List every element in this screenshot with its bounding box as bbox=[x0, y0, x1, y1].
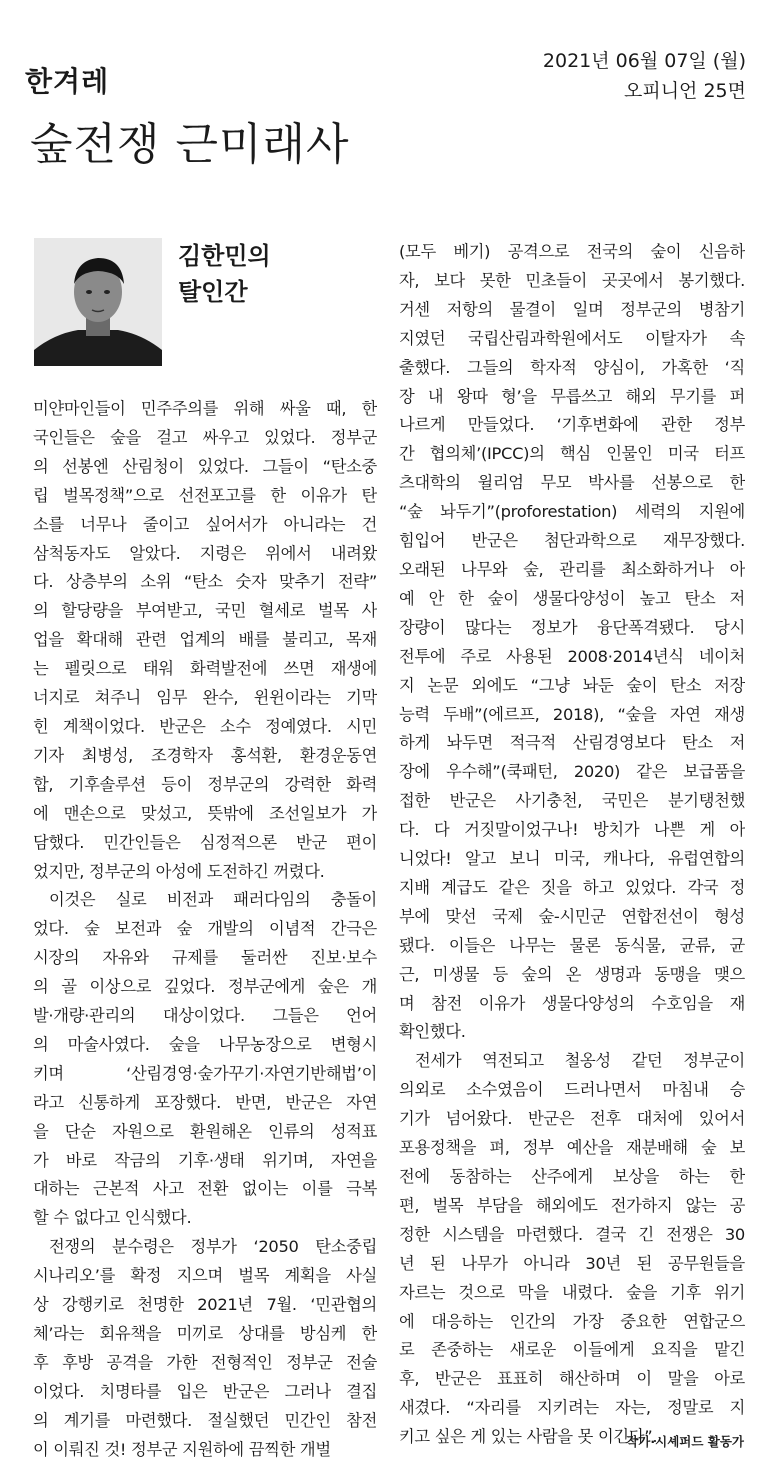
column-title bbox=[178, 238, 271, 310]
publication-date: 2021년 06월 07일 (월) bbox=[542, 50, 746, 72]
body-text-line: 지였던 국립산림과학원에서도 이탈자가 속 bbox=[399, 328, 745, 348]
body-text-line: 편, 벌목 부담을 해외에도 전가하지 않는 공 bbox=[399, 1195, 745, 1215]
body-text-line: 접한 반군은 사기충천, 국민은 분기탱천했 bbox=[399, 791, 745, 811]
body-text-line: 근, 미생물 등 숲의 온 생명과 동맹을 맺으 bbox=[399, 964, 745, 984]
body-text-line: 장 내 왕따 형’을 무릅쓰고 해외 무기를 퍼 bbox=[399, 386, 745, 406]
author-portrait-image bbox=[34, 238, 162, 366]
body-text-line: 국인들은 숲을 걸고 싸우고 있었다. 정부군 bbox=[33, 427, 377, 447]
body-text-line: 기자 최병성, 조경학자 홍석환, 환경운동연 bbox=[33, 745, 377, 765]
body-text-line: 예 안 한 숲이 생물다양성이 높고 탄소 저 bbox=[399, 588, 745, 608]
body-text-line: 상 강행키로 천명한 2021년 7월. ‘민관협의 bbox=[33, 1295, 377, 1315]
body-text-line: 가 바로 작금의 기후·생태 위기며, 자연을 bbox=[33, 1150, 377, 1170]
body-text-line: 는 펠릿으로 태워 화력발전에 쓰면 재생에 bbox=[33, 659, 377, 679]
body-text-line: 츠대학의 윌리엄 무모 박사를 선봉으로 한 bbox=[399, 473, 745, 493]
body-text-line: 을 단순 자원으로 환원해온 인류의 성적표 bbox=[33, 1121, 377, 1141]
body-text-line: 담했다. 민간인들은 심정적으론 반군 편이 bbox=[33, 832, 377, 852]
body-text-line: 키고 싶은 게 있는 사람을 못 이긴다”. bbox=[399, 1427, 658, 1447]
body-column-left bbox=[33, 395, 377, 1465]
body-text-line: 의외로 소수였음이 드러나면서 마침내 승 bbox=[399, 1080, 745, 1100]
body-text-line: 다. 다 거짓말이었구나! 방치가 나쁜 게 아 bbox=[399, 820, 745, 840]
body-text-line: 니었다! 알고 보니 미국, 캐나다, 유럽연합의 bbox=[399, 849, 745, 869]
body-text-line: 출했다. 그들의 학자적 양심이, 가혹한 ‘직 bbox=[399, 357, 745, 377]
body-text-line: 새겼다. “자리를 지키려는 자는, 정말로 지 bbox=[399, 1398, 745, 1418]
body-text-line: 할 수 없다고 인식했다. bbox=[33, 1208, 192, 1228]
body-text-line: 년 된 나무가 아니라 30년 된 공무원들을 bbox=[399, 1253, 745, 1273]
body-text-line: 됐다. 이들은 나무는 물론 동식물, 균류, 균 bbox=[399, 935, 745, 955]
column-title-line-2: 탈인간 bbox=[178, 278, 248, 306]
body-text-line: 포용정책을 펴, 정부 예산을 재분배해 숲 보 bbox=[399, 1138, 745, 1158]
body-text-line: 소를 너무나 줄이고 싶어서가 아니라는 건 bbox=[33, 514, 377, 534]
body-text-line: 힘입어 반군은 첨단과학으로 재무장했다. bbox=[399, 531, 745, 551]
body-text-line: 체’라는 회유책을 미끼로 상대를 방심케 한 bbox=[33, 1324, 377, 1343]
body-text-line: 전쟁의 분수령은 정부가 ‘2050 탄소중립 bbox=[49, 1237, 377, 1257]
body-text-line: (모두 베기) 공격으로 전국의 숲이 신음하 bbox=[399, 242, 745, 261]
body-text-line: 거센 저항의 물결이 일며 정부군의 병참기 bbox=[399, 299, 745, 319]
body-text-line: 미얀마인들이 민주주의를 위해 싸울 때, 한 bbox=[33, 399, 377, 418]
body-text-line: 너지로 쳐주니 임무 완수, 윈윈이라는 기막 bbox=[33, 688, 377, 708]
body-text-line: 에 맨손으로 맞섰고, 뜻밖에 조선일보가 가 bbox=[33, 803, 377, 823]
body-text-line: 라고 신통하게 포장했다. 반면, 반군은 자연 bbox=[33, 1092, 377, 1112]
body-text-line: 이었다. 치명타를 입은 반군은 그러나 결집 bbox=[33, 1381, 377, 1401]
body-text-line: 의 마술사였다. 숲을 나무농장으로 변형시 bbox=[33, 1034, 377, 1054]
body-text-line: 정한 시스템을 마련했다. 결국 긴 전쟁은 30 bbox=[399, 1224, 745, 1244]
body-text-line: 전에 동참하는 산주에게 보상을 하는 한 bbox=[399, 1167, 745, 1186]
body-text-line: 삼척동자도 알았다. 지령은 위에서 내려왔 bbox=[33, 543, 377, 563]
author-photo bbox=[34, 238, 162, 366]
body-text-line: 로 존중하는 새로운 이들에게 요직을 맡긴 bbox=[399, 1340, 745, 1360]
body-text-line: 부에 맞선 국제 숲-시민군 연합전선이 형성 bbox=[399, 906, 745, 926]
body-text-line: 이 이뤄진 것! 정부군 지원하에 끔찍한 개벌 bbox=[33, 1439, 331, 1459]
body-text-line: 힌 계책이었다. 반군은 소수 정예였다. 시민 bbox=[33, 716, 377, 736]
body-text-line: 의 선봉엔 산림청이 있었다. 그들이 “탄소중 bbox=[33, 456, 377, 476]
body-text-line: 었다. 숲 보전과 숲 개발의 이념적 간극은 bbox=[33, 919, 377, 939]
body-column-right bbox=[399, 238, 745, 1452]
column-title-line-1: 김한민의 bbox=[178, 242, 271, 270]
body-text-line: 전투에 주로 사용된 2008·2014년식 네이처 bbox=[399, 646, 745, 666]
body-text-line: 의 할당량을 부여받고, 국민 혈세로 벌목 사 bbox=[33, 601, 377, 621]
body-text-line: 자르는 것으로 막을 내렸다. 숲을 기후 위기 bbox=[399, 1282, 745, 1302]
body-text-line: 자, 보다 못한 민초들이 곳곳에서 봉기했다. bbox=[399, 270, 745, 290]
body-text-line: 이것은 실로 비전과 패러다임의 충돌이 bbox=[49, 890, 377, 910]
body-text-line: 오래된 나무와 숲, 관리를 최소화하거나 아 bbox=[399, 559, 745, 579]
body-text-line: 합, 기후솔루션 등이 정부군의 강력한 화력 bbox=[33, 774, 377, 794]
body-text-line: 능력 두배”(에르프, 2018), “숲을 자연 재생 bbox=[399, 704, 745, 724]
body-text-line: 장에 우수해”(쿡패턴, 2020) 같은 보급품을 bbox=[399, 762, 745, 782]
body-text-line: 후 후방 공격을 가한 전형적인 정부군 전술 bbox=[33, 1352, 377, 1372]
section-page: 오피니언 25면 bbox=[624, 80, 746, 102]
body-text-line: “숲 놔두기”(proforestation) 세력의 지원에 bbox=[399, 502, 745, 522]
body-text-line: 에 대응하는 인간의 가장 중요한 연합군으 bbox=[399, 1311, 745, 1331]
body-text-line: 며 참전 이유가 생물다양성의 수호임을 재 bbox=[399, 993, 745, 1013]
body-text-line: 장량이 많다는 정보가 융단폭격됐다. 당시 bbox=[399, 617, 745, 637]
body-text-line: 의 계기를 마련했다. 절실했던 민간인 참전 bbox=[33, 1410, 377, 1430]
body-text-line: 었지만, 정부군의 아성에 도전하긴 꺼렸다. bbox=[33, 861, 325, 881]
body-text-line: 하게 놔두면 적극적 산림경영보다 탄소 저 bbox=[399, 733, 745, 753]
body-text-line: 대하는 근본적 사고 전환 없이는 이를 극복 bbox=[33, 1179, 377, 1199]
body-text-line: 키며 ‘산림경영·숲가꾸기·자연기반해법’이 bbox=[33, 1063, 377, 1083]
body-text-line: 의 골 이상으로 깊었다. 정부군에게 숲은 개 bbox=[33, 977, 377, 997]
body-text-line: 나르게 만들었다. ‘기후변화에 관한 정부 bbox=[399, 415, 745, 435]
newspaper-logo: 한겨레 bbox=[25, 65, 110, 98]
dateline bbox=[543, 46, 746, 106]
body-text-line: 지 논문 외에도 “그냥 놔둔 숲이 탄소 저장 bbox=[399, 675, 745, 695]
body-text-line: 발·개량·관리의 대상이었다. 그들은 언어 bbox=[33, 1006, 377, 1026]
author-byline: 작가·시셰퍼드 활동가 bbox=[626, 1434, 744, 1449]
body-text-line: 확인했다. bbox=[399, 1022, 466, 1042]
body-text-line: 시나리오’를 확정 지으며 벌목 계획을 사실 bbox=[33, 1266, 377, 1286]
body-text-line: 지배 계급도 같은 짓을 하고 있었다. 각국 정 bbox=[399, 877, 745, 897]
body-text-line: 후, 반군은 표표히 해산하며 이 말을 아로 bbox=[399, 1369, 745, 1389]
body-text-line: 립 벌목정책”으로 선전포고를 한 이유가 탄 bbox=[33, 485, 377, 505]
body-text-line: 전세가 역전되고 철옹성 같던 정부군이 bbox=[415, 1051, 745, 1071]
body-text-line: 간 협의체’(IPCC)의 핵심 인물인 미국 터프 bbox=[399, 444, 745, 464]
body-text-line: 기가 넘어왔다. 반군은 전후 대처에 있어서 bbox=[399, 1109, 745, 1129]
body-text-line: 다. 상층부의 소위 “탄소 숫자 맞추기 전략” bbox=[33, 572, 377, 592]
headline: 숲전쟁 근미래사 bbox=[30, 119, 350, 170]
body-text-line: 시장의 자유와 규제를 둘러싼 진보·보수 bbox=[33, 948, 377, 968]
body-text-line: 업을 확대해 관련 업계의 배를 불리고, 목재 bbox=[33, 630, 377, 650]
